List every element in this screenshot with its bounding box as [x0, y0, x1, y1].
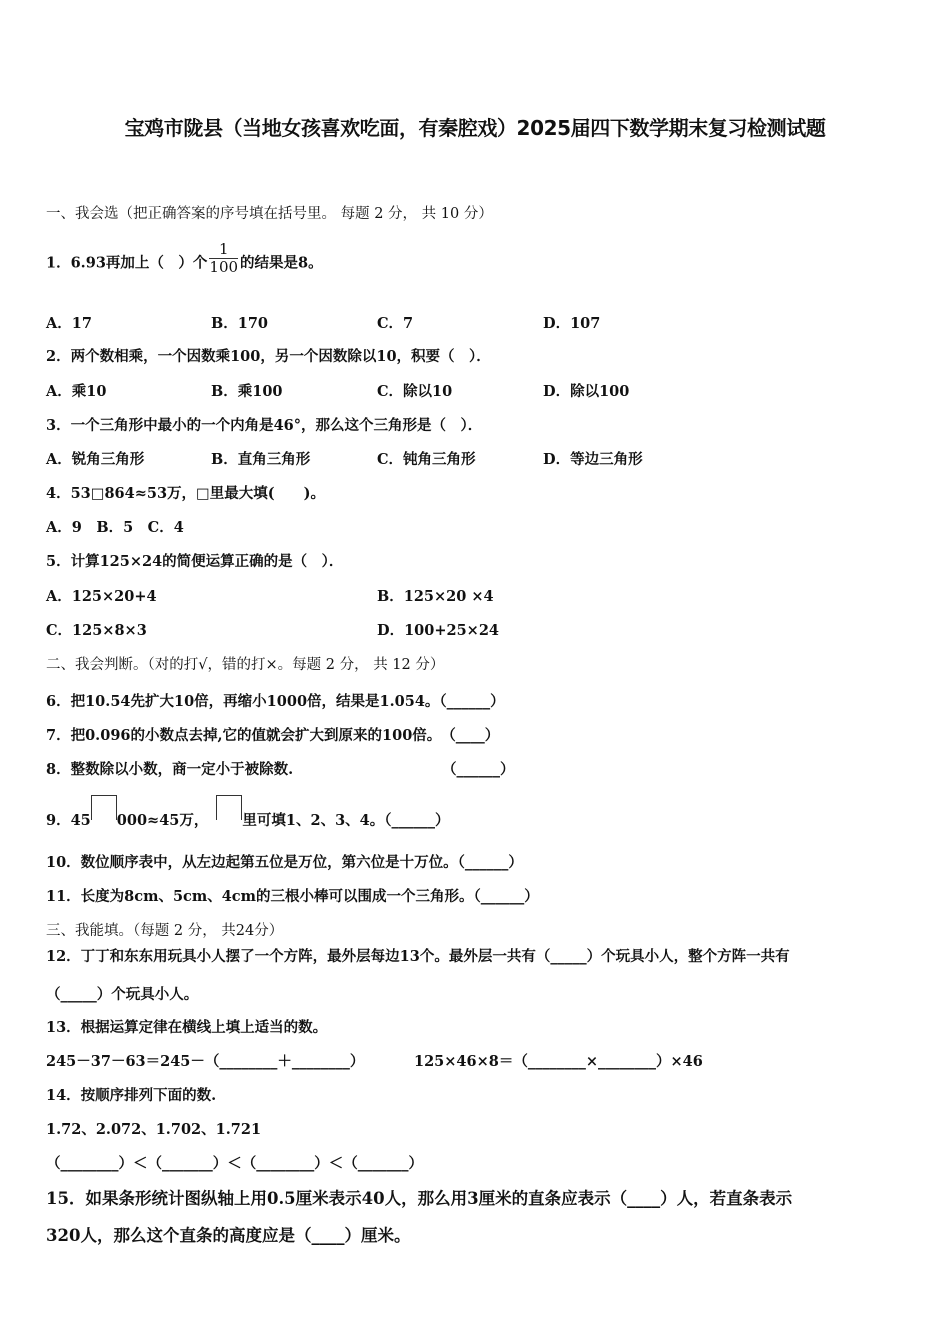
question-9	[46, 805, 450, 830]
question-11: 11．长度为8cm、5cm、4cm的三根小棒可以围成一个三角形。（______）	[46, 888, 539, 905]
section-2-heading: 二、我会判断。（对的打√，错的打×。每题 2 分， 共 12 分）	[46, 657, 445, 673]
q2-option-b: B．乘100	[211, 383, 283, 400]
question-15-line-1: 15．如果条形统计图纵轴上用0.5厘米表示40人，那么用3厘米的直条应表示（____）人，若直条表示	[46, 1189, 793, 1208]
q1-option-c: C．7	[377, 315, 414, 332]
question-12-line-1: 12．丁丁和东东用玩具小人摆了一个方阵，最外层每边13个。最外层一共有（_____）个玩具小人，整个方阵一共有	[46, 948, 790, 965]
q14-numbers: 1.72、2.072、1.702、1.721	[46, 1121, 262, 1138]
q2-option-d: D．除以100	[543, 383, 630, 400]
q13-expression-b: 125×46×8＝（________×________）×46	[414, 1053, 703, 1070]
question-14: 14．按顺序排列下面的数.	[46, 1087, 217, 1104]
q3-option-b: B．直角三角形	[211, 451, 311, 468]
q1-text-post: 的结果是8。	[240, 254, 323, 272]
section-1-heading: 一、我会选（把正确答案的序号填在括号里。 每题 2 分， 共 10 分）	[46, 206, 493, 222]
q5-option-b: B．125×20 ×4	[377, 588, 494, 605]
fraction-numerator: 1	[209, 241, 238, 259]
q2-option-c: C．除以10	[377, 383, 453, 400]
q4-options: A．9 B．5 C．4	[46, 519, 184, 536]
question-4: 4．53□864≈53万，□里最大填( )。	[46, 485, 325, 502]
question-5: 5．计算125×24的简便运算正确的是（ ）．	[46, 553, 344, 570]
page-title: 宝鸡市陇县（当地女孩喜欢吃面，有秦腔戏）2025届四下数学期末复习检测试题	[124, 116, 826, 140]
blank-box-icon	[91, 795, 117, 820]
blank-box-icon	[216, 795, 242, 820]
question-12-line-2: （_____）个玩具小人。	[46, 986, 199, 1003]
question-2: 2．两个数相乘，一个因数乘100，另一个因数除以10，积要（ ）．	[46, 348, 491, 365]
q1-text-pre: 1．6.93再加上（ ）个	[46, 254, 208, 272]
section-3-heading: 三、我能填。（每题 2 分， 共24分）	[46, 923, 284, 939]
question-10: 10．数位顺序表中，从左边起第五位是万位，第六位是十万位。（______）	[46, 854, 523, 871]
question-7: 7．把0.096的小数点去掉,它的值就会扩大到原来的100倍。 （____）	[46, 727, 500, 744]
fraction	[209, 241, 238, 276]
q5-option-c: C．125×8×3	[46, 622, 147, 639]
q1-option-a: A．17	[46, 315, 92, 332]
q3-option-d: D．等边三角形	[543, 451, 643, 468]
question-8: 8．整数除以小数，商一定小于被除数.	[46, 761, 294, 778]
q5-option-d: D．100+25×24	[377, 622, 499, 639]
q14-answer-blanks: （________）＜（_______）＜（________）＜（_______）	[46, 1155, 423, 1172]
question-1	[46, 240, 323, 281]
question-3: 3．一个三角形中最小的一个内角是46°，那么这个三角形是（ ）．	[46, 417, 483, 434]
q5-option-a: A．125×20+4	[46, 588, 157, 605]
q13-expression-a: 245－37－63＝245－（________＋________）	[46, 1053, 365, 1070]
fraction-denominator: 100	[209, 258, 239, 276]
q1-option-d: D．107	[543, 315, 601, 332]
question-13: 13．根据运算定律在横线上填上适当的数。	[46, 1019, 328, 1036]
q9-text-c: 里可填1、2、3、4。（______）	[242, 812, 450, 829]
q9-text-b: 000≈45万，	[116, 812, 209, 829]
q3-option-c: C．钝角三角形	[377, 451, 476, 468]
q1-option-b: B．170	[211, 315, 269, 332]
question-15-line-2: 320人，那么这个直条的高度应是（____）厘米。	[46, 1226, 411, 1245]
question-6: 6．把10.54先扩大10倍，再缩小1000倍，结果是1.054。（______）	[46, 693, 505, 710]
q8-answer-blank: （______）	[442, 761, 515, 778]
q2-option-a: A．乘10	[46, 383, 107, 400]
q9-text-a: 9．45	[46, 812, 91, 829]
q3-option-a: A．锐角三角形	[46, 451, 145, 468]
